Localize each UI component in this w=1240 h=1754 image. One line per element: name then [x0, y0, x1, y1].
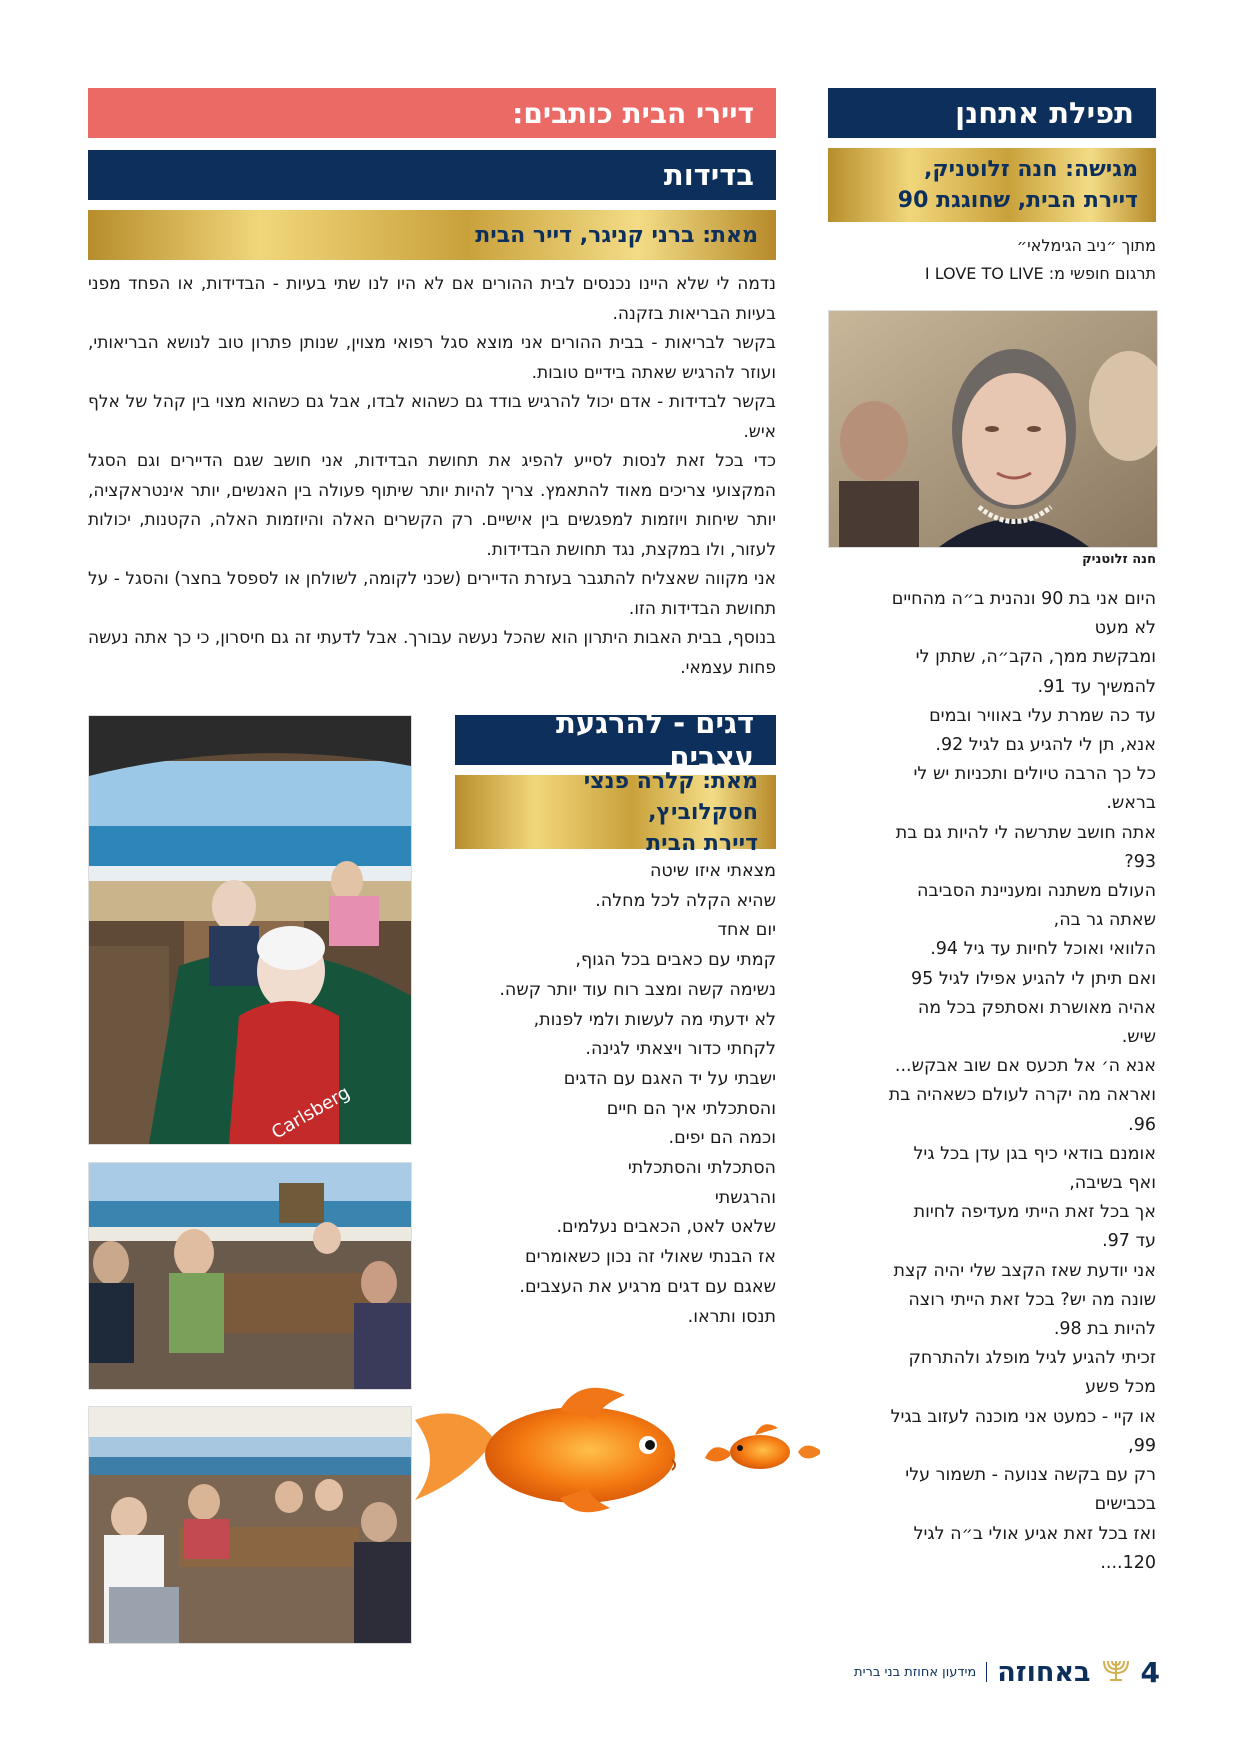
poem-line: קמתי עם כאבים בכל הגוף, [575, 950, 776, 971]
footer-publication: מידעון אחוזת בני ברית [854, 1664, 977, 1680]
poem-line: ואז בכל זאת אגיע אולי ב״ה לגיל [913, 1523, 1156, 1544]
poem-line: ישבתי על יד האגם עם הדגים [563, 1068, 776, 1089]
poem-line: אני יודעת שאז הקצב שלי יהיה קצת [893, 1260, 1156, 1281]
poem-line: לקחתי כדור ויצאתי לגינה. [585, 1039, 776, 1060]
poem-line: עד 97. [1102, 1231, 1156, 1252]
poem-line: לא מעט [1094, 618, 1156, 639]
paragraph: כדי בכל זאת לנסות לסייע להפיג את תחושת הבדידות, אני חושב שגם הדיירים וגם הסגל המקצועי צריכים מאוד להתאמץ. צריך להיות יותר שיתוף פעולה בין האנשים, יותר אינטראקציה, יותר שיחות ויוזמות למפגשים בין אישיים. רק הקשרים האלה והיוזמות האלה, הקטנות, יכולות לעזור, ולו במקצת, נגד תחושת הבדידות. [88, 451, 776, 560]
poem-line: והסתכלתי איך הם חיים [606, 1098, 776, 1119]
prayer-byline [828, 148, 1156, 222]
menorah-icon [1101, 1657, 1131, 1687]
paragraph: בקשר לבדידות - אדם יכול להרגיש בודד גם כשהוא לבדו, אבל גם כשהוא מצוי בין קהל של אלף איש. [88, 392, 776, 442]
poem-line: שיש. [1121, 1027, 1156, 1048]
beach-photo-2 [88, 1162, 412, 1390]
fish-byline [455, 768, 776, 856]
poem-line: אומנם בודאי כיף בגן עדן בכל גיל [913, 1143, 1156, 1164]
poem-line: אנא, תן לי להגיע גם לגיל 92. [935, 735, 1156, 756]
poem-line: 99, [1128, 1435, 1156, 1456]
prayer-source [828, 232, 1156, 288]
prayer-byline-line1: מגישה: חנה זלוטניק, [924, 157, 1138, 182]
fish-byline-line1: מאת: קלרה פנצי חסקלוביץ, [583, 768, 758, 825]
goldfish-illustration [410, 1380, 820, 1520]
goldfish-icon [410, 1380, 820, 1520]
loneliness-header [88, 150, 776, 200]
poem-line: להיות בת 98. [1053, 1319, 1156, 1340]
prayer-source-line2: תרגום חופשי מ: I LOVE TO LIVE [924, 264, 1156, 283]
poem-line: אז הבנתי שאולי זה נכון כשאומרים [525, 1247, 776, 1268]
poem-line: שונה מה יש? בכל זאת הייתי רוצה [908, 1289, 1156, 1310]
poem-line: לא ידעתי מה לעשות ולמי לפנות, [533, 1009, 776, 1030]
page-number: 4 [1140, 1655, 1160, 1689]
poem-line: תנסו ותראו. [687, 1306, 776, 1327]
poem-line: הסתכלתי והסתכלתי [627, 1158, 776, 1179]
poem-line: ומבקשת ממך, הקב״ה, שתתן לי [915, 647, 1156, 668]
poem-line: ואף בשיבה, [1069, 1173, 1156, 1194]
footer-logo: באחוזה [997, 1656, 1091, 1688]
prayer-poem [828, 585, 1156, 1578]
poem-line: הלוואי ואוכל לחיות עד גיל 94. [930, 939, 1156, 960]
paragraph: בנוסף, בבית האבות היתרון הוא שהכל נעשה עבורך. אבל לדעתי זה גם חיסרון, כי כך אתה נעשה פחות עצמאי. [88, 628, 776, 678]
prayer-source-line1: מתוך ״ניב הגימלאי״ [1016, 236, 1156, 255]
fish-poem [455, 857, 776, 1332]
poem-line: יום אחד [717, 920, 776, 941]
poem-line: שאגם עם דגים מרגיע את העצבים. [519, 1276, 776, 1297]
portrait-photo [828, 310, 1158, 548]
fish-byline-line2: דיירת הבית [646, 830, 758, 856]
prayer-byline-line2: דיירת הבית, שחוגגת 90 [897, 188, 1138, 213]
beach-illustration-3 [89, 1407, 411, 1643]
loneliness-byline-text: מאת: ברני קניגר, דייר הבית [475, 222, 758, 248]
poem-line: ואם תיתן לי להגיע אפילו לגיל 95 [910, 968, 1156, 989]
poem-line: בכבישים [1094, 1494, 1156, 1515]
poem-line: אתה חושב שתרשה לי להיות גם בת [895, 822, 1156, 843]
paragraph: אני מקווה שאצליח להתגבר בעזרת הדיירים (שכני לקומה, לשולחן או לספסל בחצר) והסגל - על תחושת הבדידות הזו. [88, 569, 776, 619]
poem-line: 96. [1128, 1114, 1156, 1135]
loneliness-byline [88, 210, 776, 260]
poem-line: עד כה שמרת עלי באוויר ובמים [929, 705, 1156, 726]
poem-line: 120.... [1100, 1552, 1156, 1573]
poem-line: מכל פשע [1085, 1377, 1156, 1398]
poem-line: 93? [1124, 851, 1156, 872]
poem-line: והרגשתי [714, 1187, 776, 1208]
poem-line: שהיא הקלה לכל מחלה. [595, 890, 776, 911]
poem-line: רק עם בקשה צנועה - תשמור עלי [905, 1465, 1156, 1486]
beach-photo-1 [88, 715, 412, 1145]
page-footer [720, 1652, 1160, 1692]
poem-line: שאתה גר בה, [1053, 910, 1156, 931]
poem-line: אהיה מאושרת ואסתפק בכל מה [917, 997, 1156, 1018]
poem-line: בראש. [1106, 793, 1156, 814]
residents-write-banner-text: דיירי הבית כותבים: [512, 96, 754, 130]
prayer-header [828, 88, 1156, 138]
portrait-illustration [829, 311, 1157, 547]
cushion-brand-text: Carlsberg [268, 1082, 354, 1144]
paragraph: בקשר לבריאות - בבית ההורים אני מוצא סגל רפואי מצוין, שנותן פתרון טוב לנושא הבריאותי, ועוזר להרגיש שאתה בידיים טובות. [88, 333, 776, 383]
poem-line: או קיי - כמעט אני מוכנה לעזוב בגיל [890, 1406, 1156, 1427]
poem-line: וכמה הם יפים. [668, 1128, 776, 1149]
residents-write-banner [88, 88, 776, 138]
poem-line: שלאט לאט, הכאבים נעלמים. [556, 1217, 776, 1238]
poem-line: אך בכל זאת הייתי מעדיפה לחיות [913, 1202, 1156, 1223]
loneliness-body [88, 270, 776, 683]
portrait-caption: חנה זלוטניק [1082, 552, 1156, 567]
poem-line: מצאתי איזו שיטה [649, 861, 776, 881]
loneliness-header-text: בדידות [663, 158, 754, 192]
poem-line: אנא ה׳ אל תכעס אם שוב אבקש... [894, 1056, 1156, 1077]
fish-header [455, 706, 776, 774]
prayer-header-text: תפילת אתחנן [955, 96, 1134, 130]
poem-line: כל כך הרבה טיולים ותכניות יש לי [913, 764, 1156, 785]
paragraph: נדמה לי שלא היינו נכנסים לבית ההורים אם לא היו לנו שתי בעיות - הבדידות, או הפחד מפני בעיות הבריאות בזקנה. [88, 274, 776, 324]
poem-line: העולם משתנה ומעניינת הסביבה [917, 881, 1156, 902]
poem-line: היום אני בת 90 ונהנית ב״ה מהחיים [891, 589, 1156, 609]
beach-illustration-2 [89, 1163, 411, 1389]
poem-line: ואראה מה יקרה לעולם כשאהיה בת [888, 1085, 1156, 1106]
poem-line: נשימה קשה ומצב רוח עוד יותר קשה. [499, 979, 776, 1000]
poem-line: זכיתי להגיע לגיל מופלג ולהתרחק [908, 1348, 1156, 1369]
footer-divider [986, 1662, 987, 1682]
fish-header-text: דגים - להרגעת עצבים [556, 706, 754, 774]
beach-photo-3 [88, 1406, 412, 1644]
beach-illustration-1 [89, 716, 411, 1144]
poem-line: להמשיך עד 91. [1037, 676, 1156, 697]
